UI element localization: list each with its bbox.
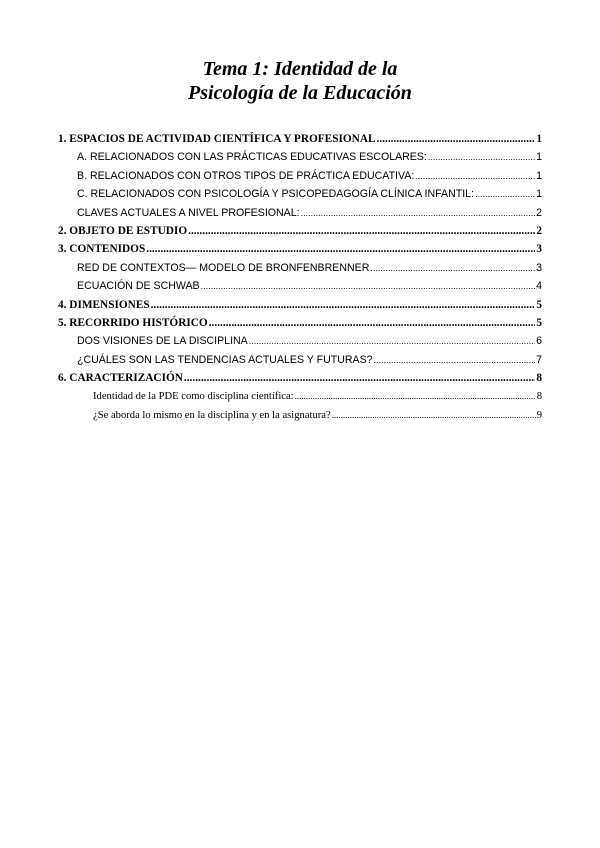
toc-leader: [301, 204, 536, 222]
toc-entry[interactable]: [58, 369, 542, 387]
toc-entry[interactable]: [58, 351, 542, 369]
toc-entry[interactable]: [58, 204, 542, 222]
toc-entry-page: 5: [536, 298, 542, 311]
toc-entry-label: ¿Se aborda lo mismo en la disciplina y en la asignatura?: [93, 409, 331, 421]
toc-leader: [209, 314, 536, 332]
toc-entry[interactable]: [58, 167, 542, 185]
toc-entry-page: 1: [536, 169, 542, 182]
toc-entry[interactable]: [58, 185, 542, 203]
toc-entry-page: 1: [536, 151, 542, 164]
toc-entry-page: 2: [536, 206, 542, 219]
toc-leader: [475, 185, 535, 203]
toc-entry[interactable]: [58, 314, 542, 332]
toc-entry-page: 1: [536, 133, 542, 145]
toc-entry-label: A. RELACIONADOS CON LAS PRÁCTICAS EDUCATIVAS ESCOLARES:: [77, 151, 427, 164]
toc-entry-label: 3. CONTENIDOS: [58, 243, 146, 256]
document-title: [0, 57, 600, 105]
toc-leader: [184, 369, 535, 387]
toc-leader: [151, 296, 536, 314]
toc-entry-page: 7: [536, 353, 542, 366]
toc-entry[interactable]: [58, 222, 542, 240]
toc-entry-page: 1: [536, 188, 542, 201]
toc-leader: [428, 148, 535, 166]
toc-leader: [188, 222, 535, 240]
title-line-1: Tema 1: Identidad de la: [202, 58, 398, 80]
toc-entry-page: 4: [536, 280, 542, 293]
toc-entry-label: 4. DIMENSIONES: [58, 298, 150, 311]
title-line-2: Psicología de la Educación: [188, 82, 412, 104]
toc-entry-page: 8: [536, 391, 542, 403]
toc-leader: [332, 406, 536, 424]
toc-entry-label: 6. CARACTERIZACIÓN: [58, 372, 183, 385]
toc-entry-label: RED DE CONTEXTOS— MODELO DE BRONFENBRENNER: [77, 261, 370, 274]
toc-entry-label: DOS VISIONES DE LA DISCIPLINA: [77, 335, 248, 348]
toc-entry-page: 8: [536, 372, 542, 385]
toc-entry-page: 3: [536, 243, 542, 256]
toc-entry-label: 2. OBJETO DE ESTUDIO: [58, 224, 188, 237]
toc-leader: [415, 167, 535, 185]
toc-entry[interactable]: [58, 130, 542, 148]
toc-leader: [146, 240, 535, 258]
toc-entry-label: ECUACIÓN DE SCHWAB: [77, 280, 200, 293]
toc-entry-page: 3: [536, 261, 542, 274]
toc-leader: [377, 130, 536, 148]
toc-entry-label: 1. ESPACIOS DE ACTIVIDAD CIENTÍFICA Y PROFESIONAL: [58, 133, 376, 145]
toc-entry-label: ¿CUÁLES SON LAS TENDENCIAS ACTUALES Y FUTURAS?: [77, 353, 373, 366]
toc-entry[interactable]: [58, 406, 542, 424]
toc-entry-label: C. RELACIONADOS CON PSICOLOGÍA Y PSICOPEDAGOGÍA CLÍNICA INFANTIL:: [77, 188, 474, 201]
table-of-contents: [58, 130, 542, 424]
toc-entry-page: 2: [536, 224, 542, 237]
toc-entry-label: Identidad de la PDE como disciplina científica:: [93, 391, 294, 403]
toc-entry[interactable]: [58, 387, 542, 405]
toc-entry[interactable]: [58, 148, 542, 166]
toc-entry[interactable]: [58, 277, 542, 295]
toc-leader: [201, 277, 535, 295]
toc-entry-page: 5: [536, 316, 542, 329]
toc-leader: [295, 387, 536, 405]
toc-leader: [370, 259, 535, 277]
toc-entry[interactable]: [58, 332, 542, 350]
toc-entry-label: B. RELACIONADOS CON OTROS TIPOS DE PRÁCTICA EDUCATIVA:: [77, 169, 415, 182]
toc-entry[interactable]: [58, 259, 542, 277]
toc-leader: [374, 351, 536, 369]
toc-entry-page: 9: [536, 409, 542, 421]
toc-entry-page: 6: [536, 335, 542, 348]
toc-entry-label: CLAVES ACTUALES A NIVEL PROFESIONAL:: [77, 206, 300, 219]
toc-entry[interactable]: [58, 296, 542, 314]
toc-entry[interactable]: [58, 240, 542, 258]
toc-entry-label: 5. RECORRIDO HISTÓRICO: [58, 316, 208, 329]
toc-leader: [249, 332, 535, 350]
